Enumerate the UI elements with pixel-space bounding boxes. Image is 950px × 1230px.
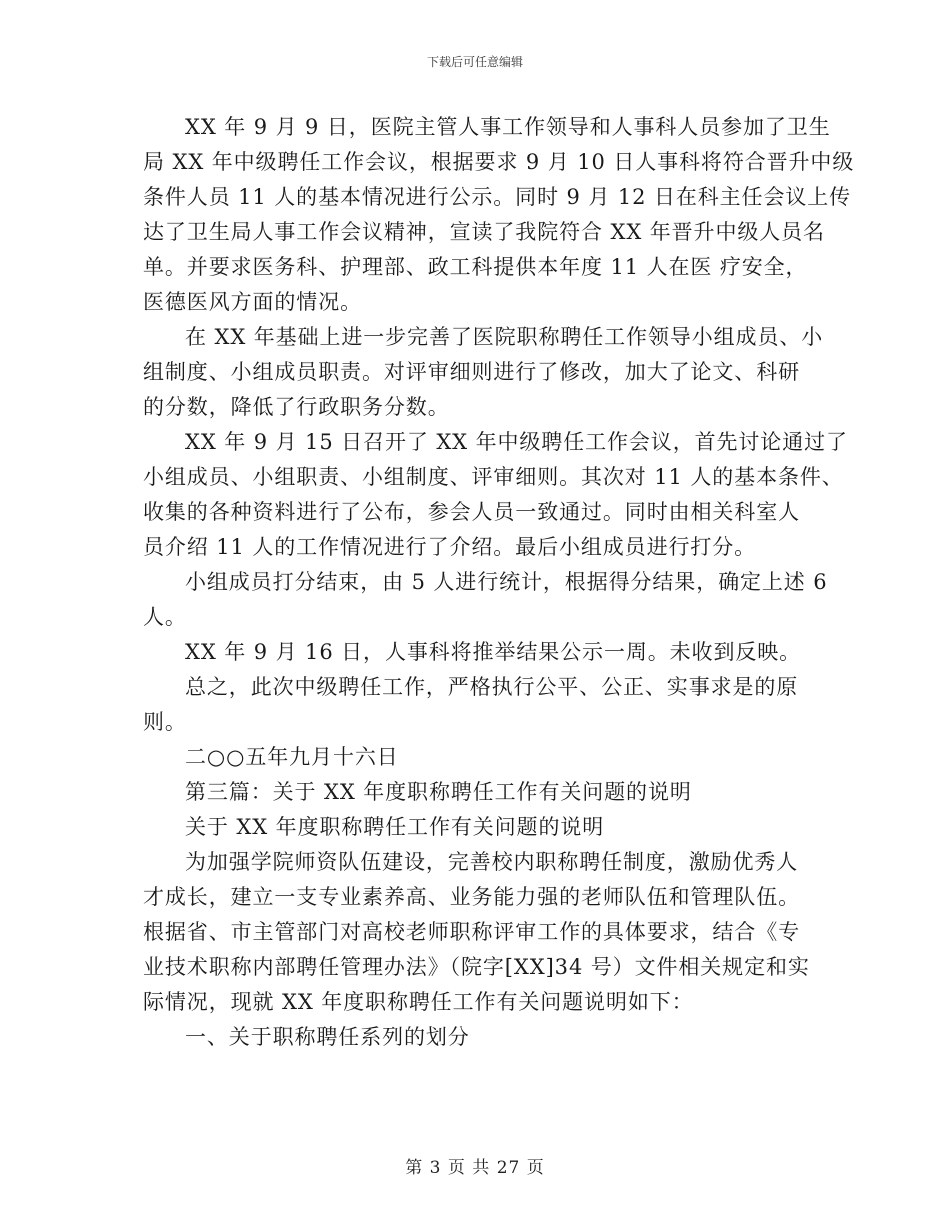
text-line: 根据省、市主管部门对高校老师职称评审工作的具体要求，结合《专 bbox=[143, 920, 800, 944]
text-line: 收集的各种资料进行了公布，参会人员一致通过。同时由相关科室人 bbox=[143, 500, 800, 524]
text-line: 则。 bbox=[143, 710, 187, 734]
text-line: 际情况，现就 XX 年度职称聘任工作有关问题说明如下： bbox=[143, 990, 694, 1014]
text-line: 小组成员、小组职责、小组制度、评审细则。其次对 11 人的基本条件、 bbox=[143, 465, 844, 489]
page-header-note: 下载后可任意编辑 bbox=[426, 55, 523, 69]
text-line: 局 XX 年中级聘任工作会议，根据要求 9 月 10 日人事科将符合晋升中级 bbox=[143, 150, 855, 174]
text-line: 小组成员打分结束，由 5 人进行统计，根据得分结果，确定上述 6 bbox=[185, 570, 828, 594]
text-line: 关于 XX 年度职称聘任工作有关问题的说明 bbox=[185, 815, 605, 839]
document-body bbox=[143, 110, 855, 1055]
text-line: 才成长，建立一支专业素养高、业务能力强的老师队伍和管理队伍。 bbox=[143, 885, 800, 909]
text-line: 条件人员 11 人的基本情况进行公示。同时 9 月 12 日在科主任会议上传 bbox=[143, 185, 852, 209]
page-footer: 第 3 页 共 27 页 bbox=[405, 1158, 545, 1178]
text-line: XX 年 9 月 9 日，医院主管人事工作领导和人事科人员参加了卫生 bbox=[185, 115, 831, 139]
text-line: 为加强学院师资队伍建设，完善校内职称聘任制度，激励优秀人 bbox=[185, 850, 799, 874]
text-line: 第三篇：关于 XX 年度职称聘任工作有关问题的说明 bbox=[185, 780, 692, 804]
text-line: 人。 bbox=[143, 605, 187, 629]
text-line: XX 年 9 月 16 日，人事科将推举结果公示一周。未收到反映。 bbox=[185, 640, 802, 664]
text-line: 在 XX 年基础上进一步完善了医院职称聘任工作领导小组成员、小 bbox=[185, 325, 824, 349]
text-line: 员介绍 11 人的工作情况进行了介绍。最后小组成员进行打分。 bbox=[143, 535, 757, 559]
text-line: 医德医风方面的情况。 bbox=[143, 290, 362, 314]
text-line: 组制度、小组成员职责。对评审细则进行了修改，加大了论文、科研 bbox=[143, 360, 800, 384]
text-line: 二○○五年九月十六日 bbox=[185, 745, 399, 769]
text-line: 单。并要求医务科、护理部、政工科提供本年度 11 人在医 疗安全， bbox=[143, 255, 808, 279]
text-line: 总之，此次中级聘任工作，严格执行公平、公正、实事求是的原 bbox=[185, 675, 799, 699]
text-line: 达了卫生局人事工作会议精神，宣读了我院符合 XX 年晋升中级人员名 bbox=[143, 220, 825, 244]
text-line: 的分数，降低了行政职务分数。 bbox=[143, 395, 450, 419]
text-line: 一、关于职称聘任系列的划分 bbox=[185, 1025, 470, 1049]
text-line: XX 年 9 月 15 日召开了 XX 年中级聘任工作会议，首先讨论通过了 bbox=[185, 430, 848, 454]
text-line: 业技术职称内部聘任管理办法》（院字[XX]34 号）文件相关规定和实 bbox=[143, 955, 810, 979]
